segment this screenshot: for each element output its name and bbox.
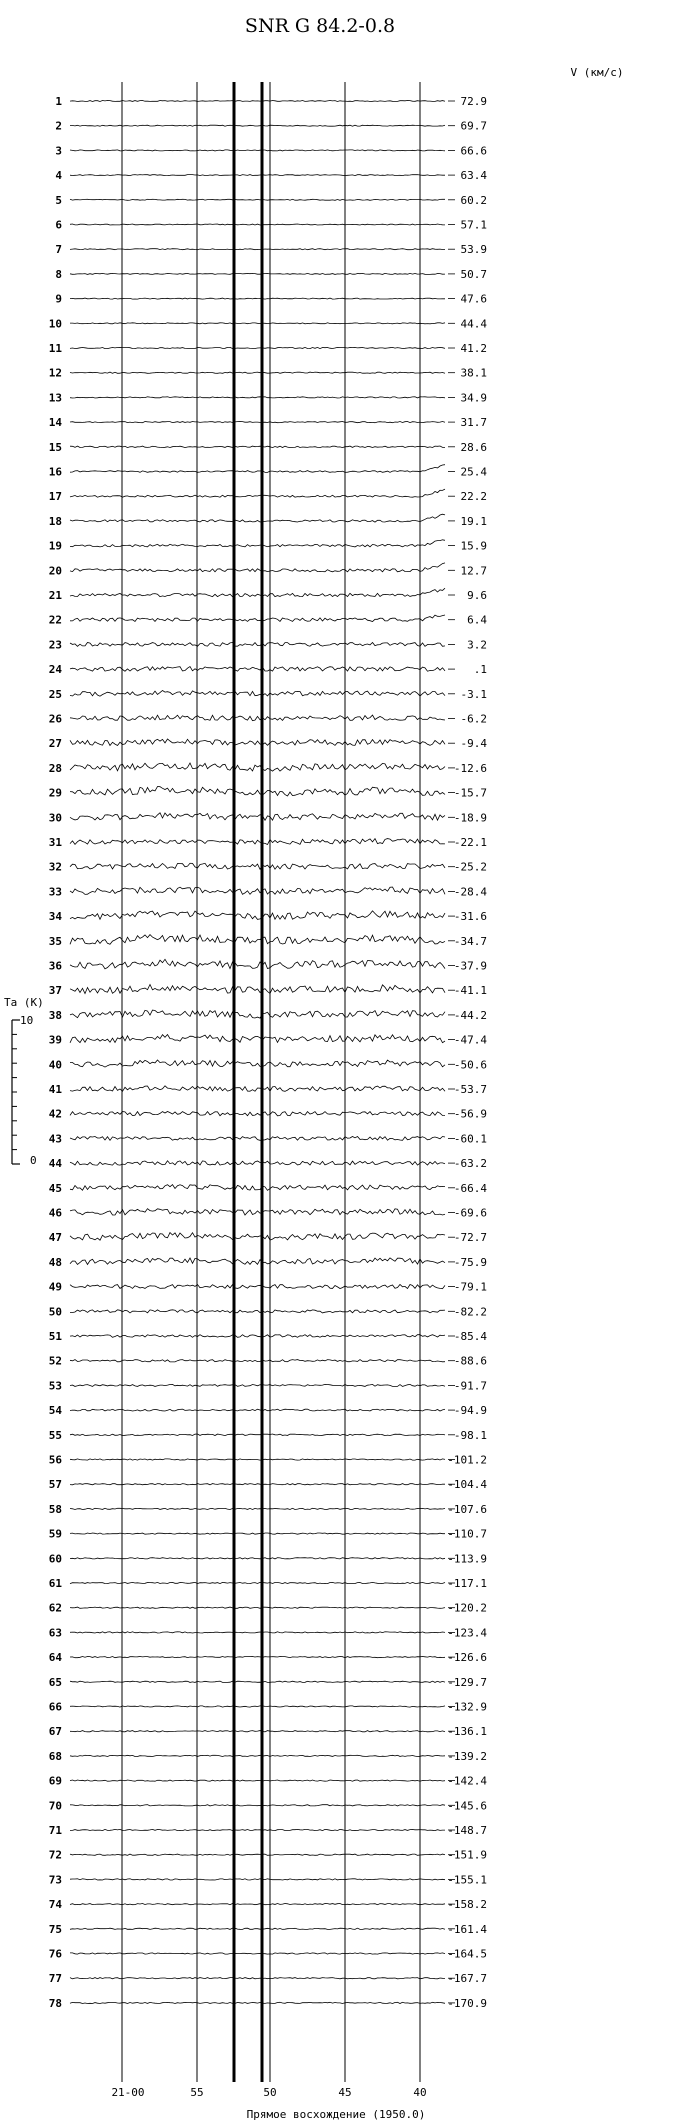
spectrum-trace <box>70 1409 445 1411</box>
spectrum-trace <box>70 298 445 299</box>
spectrum-trace <box>70 1508 445 1509</box>
spectrum-trace <box>70 1233 445 1241</box>
channel-label: 17 <box>48 490 62 504</box>
spectrum-trace <box>70 691 445 697</box>
velocity-label: -79.1 <box>453 1280 487 1294</box>
spectrum-trace <box>70 887 445 894</box>
velocity-label: 22.2 <box>460 490 487 504</box>
channel-label: 47 <box>48 1231 62 1245</box>
velocity-label: -132.9 <box>447 1700 487 1714</box>
channel-label: 60 <box>48 1552 62 1566</box>
channel-label: 34 <box>48 910 62 924</box>
channel-number-labels <box>49 95 63 2010</box>
velocity-label: 28.6 <box>460 440 487 454</box>
spectrum-trace <box>70 643 445 647</box>
spectrum-trace <box>70 1582 445 1583</box>
spectrum-trace <box>70 1632 445 1633</box>
channel-label: 8 <box>55 267 62 281</box>
spectrum-trace <box>70 422 445 423</box>
spectrum-trace <box>70 1978 445 1979</box>
velocity-label: 44.4 <box>460 317 487 331</box>
spectrum-trace <box>70 911 445 920</box>
spectrum-trace <box>70 1928 445 1929</box>
channel-label: 26 <box>48 712 62 726</box>
spectrum-trace <box>70 1879 445 1880</box>
velocity-label: 38.1 <box>460 366 487 380</box>
channel-label: 44 <box>48 1157 62 1171</box>
channel-label: 75 <box>48 1922 62 1936</box>
spectrum-trace <box>70 563 445 572</box>
x-axis-label: Прямое восхождение (1950.0) <box>246 2108 426 2121</box>
channel-label: 52 <box>48 1354 62 1368</box>
channel-label: 24 <box>48 663 62 677</box>
velocity-label: -18.9 <box>453 811 487 825</box>
channel-label: 10 <box>48 317 62 331</box>
velocity-label: -170.9 <box>447 1996 487 2010</box>
spectrum-trace <box>70 1434 445 1436</box>
velocity-label: -3.1 <box>460 687 487 701</box>
channel-label: 18 <box>48 514 62 528</box>
spectrum-trace <box>70 1607 445 1608</box>
spectrum-trace <box>70 1335 445 1338</box>
spectrum-trace <box>70 249 445 250</box>
velocity-label: -91.7 <box>453 1379 487 1393</box>
velocity-label: 60.2 <box>460 193 487 207</box>
velocity-label: -47.4 <box>453 1033 487 1047</box>
channel-label: 12 <box>48 366 62 380</box>
channel-label: 50 <box>48 1305 62 1319</box>
spectrum-trace <box>70 763 445 771</box>
velocity-label: 19.1 <box>460 514 487 528</box>
channel-label: 31 <box>48 836 62 849</box>
channel-label: 37 <box>48 984 62 998</box>
spectrum-trace <box>70 1112 445 1116</box>
velocity-label: -50.6 <box>453 1058 487 1072</box>
velocity-label: -82.2 <box>453 1305 487 1319</box>
channel-label: 65 <box>48 1675 62 1689</box>
velocity-label: 66.6 <box>460 144 487 158</box>
channel-label: 36 <box>48 959 62 973</box>
spectrum-trace <box>70 1755 445 1756</box>
spectrum-trace <box>70 1161 445 1165</box>
spectrum-trace <box>70 1258 445 1265</box>
velocity-label: -53.7 <box>453 1083 487 1096</box>
velocity-label: -139.2 <box>447 1749 487 1763</box>
spectrum-trace <box>70 863 445 869</box>
velocity-label: -104.4 <box>447 1478 487 1492</box>
ta-scale-label: Ta (K) <box>4 996 44 1009</box>
channel-label: 16 <box>48 465 62 479</box>
spectrum-trace <box>70 1681 445 1682</box>
velocity-label: -98.1 <box>453 1428 487 1442</box>
spectrum-trace <box>70 1706 445 1707</box>
velocity-label: 69.7 <box>460 119 487 133</box>
velocity-label: 53.9 <box>460 243 487 257</box>
spectrum-trace <box>70 372 445 373</box>
spectrum-trace <box>70 540 445 547</box>
velocity-label: -107.6 <box>447 1502 487 1516</box>
velocity-labels <box>447 95 487 2010</box>
channel-label: 39 <box>48 1033 62 1047</box>
spectrum-trace <box>70 347 445 348</box>
spectrum-trace <box>70 715 445 721</box>
channel-label: 32 <box>48 860 62 874</box>
channel-label: 28 <box>48 761 62 775</box>
spectrum-trace <box>70 514 445 522</box>
channel-label: 68 <box>48 1749 62 1763</box>
channel-label: 76 <box>48 1947 62 1961</box>
spectrum-trace <box>70 935 445 945</box>
ta-scale-min: 0 <box>30 1154 37 1167</box>
velocity-label: -123.4 <box>447 1626 487 1640</box>
channel-label: 23 <box>48 638 62 652</box>
channel-label: 69 <box>48 1774 62 1788</box>
channel-label: 25 <box>48 687 62 701</box>
channel-label: 41 <box>48 1083 62 1096</box>
channel-label: 3 <box>55 144 62 158</box>
channel-label: 38 <box>48 1008 62 1022</box>
spectrum-trace <box>70 1384 445 1386</box>
channel-label: 15 <box>48 440 62 454</box>
velocity-label: 50.7 <box>460 267 487 281</box>
velocity-label: -155.1 <box>447 1873 487 1887</box>
velocity-label: -9.4 <box>460 737 487 751</box>
velocity-label: -129.7 <box>447 1675 487 1689</box>
velocity-label: -25.2 <box>453 860 487 874</box>
velocity-label: -22.1 <box>453 836 487 849</box>
channel-label: 56 <box>48 1453 62 1467</box>
velocity-label: -126.6 <box>447 1651 487 1665</box>
channel-label: 2 <box>55 119 62 133</box>
spectrum-trace <box>70 1285 445 1289</box>
velocity-label: 63.4 <box>460 169 487 183</box>
channel-label: 71 <box>48 1824 62 1837</box>
spectrum-trace <box>70 1060 445 1067</box>
channel-label: 27 <box>48 737 62 751</box>
spectrum-trace <box>70 1780 445 1781</box>
spectrum-trace <box>70 1310 445 1313</box>
channel-label: 54 <box>48 1404 62 1418</box>
spectrum-trace <box>70 224 445 225</box>
chart-title: SNR G 84.2-0.8 <box>244 15 396 37</box>
velocity-label: -75.9 <box>453 1255 487 1269</box>
spectrum-trace <box>70 1805 445 1806</box>
spectrum-trace <box>70 489 445 497</box>
channel-label: 66 <box>48 1700 62 1714</box>
x-tick-label: 40 <box>413 2086 427 2099</box>
spectrum-trace <box>70 1558 445 1559</box>
velocity-label: -113.9 <box>447 1552 487 1566</box>
channel-label: 42 <box>48 1107 62 1121</box>
channel-label: 73 <box>48 1873 62 1887</box>
velocity-label: 57.1 <box>460 218 487 232</box>
spectrum-trace <box>70 465 445 473</box>
velocity-label: -28.4 <box>453 885 487 899</box>
velocity-label: -44.2 <box>453 1008 487 1022</box>
channel-label: 43 <box>48 1132 62 1146</box>
velocity-label: -12.6 <box>453 761 487 775</box>
velocity-label: -164.5 <box>447 1947 487 1961</box>
spectrum-trace <box>70 839 445 845</box>
channel-label: 62 <box>48 1601 62 1615</box>
x-tick-label: 21-00 <box>111 2086 145 2099</box>
velocity-label: 9.6 <box>467 589 487 602</box>
channel-label: 40 <box>48 1058 62 1072</box>
velocity-label: -37.9 <box>453 959 487 973</box>
spectra-traces <box>70 101 445 2004</box>
channel-label: 29 <box>48 786 62 800</box>
x-tick-labels <box>111 2086 426 2099</box>
spectrum-trace <box>70 1035 445 1043</box>
channel-label: 35 <box>48 934 62 948</box>
spectrum-trace <box>70 1484 445 1485</box>
velocity-label: 34.9 <box>460 391 487 405</box>
spectrum-trace <box>70 199 445 200</box>
spectrum-trace <box>70 446 445 448</box>
ta-scale-max: 10 <box>20 1014 34 1027</box>
spectrum-trace <box>70 1086 445 1092</box>
spectrum-trace <box>70 1657 445 1658</box>
channel-label: 22 <box>48 613 62 627</box>
velocity-label: 41.2 <box>460 342 487 355</box>
velocity-label: -145.6 <box>447 1799 487 1813</box>
channel-label: 61 <box>48 1577 62 1590</box>
velocity-label: .1 <box>473 663 487 677</box>
spectrum-trace <box>70 1854 445 1855</box>
channel-label: 77 <box>48 1972 62 1986</box>
velocity-label: -148.7 <box>447 1824 487 1837</box>
spectrum-trace <box>70 175 445 176</box>
velocity-label: -161.4 <box>447 1922 487 1936</box>
spectrum-trace <box>70 959 445 969</box>
channel-label: 53 <box>48 1379 62 1393</box>
spectrum-trace <box>70 323 445 324</box>
velocity-label: -94.9 <box>453 1404 487 1418</box>
velocity-label: 12.7 <box>460 564 487 578</box>
velocity-label: -117.1 <box>447 1577 487 1590</box>
velocity-label: -15.7 <box>453 786 487 800</box>
x-tick-label: 55 <box>190 2086 204 2099</box>
velocity-label: 3.2 <box>467 638 487 652</box>
channel-label: 58 <box>48 1502 62 1516</box>
velocity-label: -66.4 <box>453 1181 487 1195</box>
channel-label: 55 <box>48 1428 62 1442</box>
spectrum-trace <box>70 1731 445 1732</box>
velocity-label: -41.1 <box>453 984 487 998</box>
spectrum-trace <box>70 1010 445 1018</box>
channel-label: 6 <box>55 218 62 232</box>
velocity-label: -60.1 <box>453 1132 487 1146</box>
ra-grid-lines <box>122 82 420 2082</box>
velocity-label: -88.6 <box>453 1354 487 1368</box>
spectrum-trace <box>70 397 445 398</box>
velocity-label: -101.2 <box>447 1453 487 1467</box>
velocity-label: -142.4 <box>447 1774 487 1788</box>
spectrum-trace <box>70 787 445 797</box>
spectrum-trace <box>70 739 445 746</box>
channel-label: 63 <box>48 1626 62 1640</box>
channel-label: 45 <box>48 1181 62 1195</box>
channel-label: 5 <box>55 193 62 207</box>
x-tick-label: 45 <box>338 2086 352 2099</box>
spectrum-trace <box>70 813 445 821</box>
velocity-label: 47.6 <box>460 292 487 306</box>
channel-label: 48 <box>48 1255 62 1269</box>
channel-label: 20 <box>48 564 62 578</box>
spectrum-trace <box>70 1209 445 1215</box>
spectrum-trace <box>70 1137 445 1141</box>
channel-label: 21 <box>48 589 62 602</box>
spectrum-trace <box>70 1953 445 1954</box>
channel-label: 19 <box>48 539 62 553</box>
channel-label: 74 <box>48 1898 62 1912</box>
velocity-label: 25.4 <box>460 465 487 479</box>
spectrum-trace <box>70 2002 445 2003</box>
channel-label: 64 <box>48 1651 62 1665</box>
velocity-label: -85.4 <box>453 1330 487 1343</box>
spectrum-trace <box>70 150 445 151</box>
channel-label: 51 <box>48 1330 62 1343</box>
spectrum-trace <box>70 273 445 274</box>
spectrum-trace <box>70 1829 445 1830</box>
velocity-label: 6.4 <box>467 613 487 627</box>
velocity-label: 15.9 <box>460 539 487 553</box>
channel-label: 11 <box>48 342 62 355</box>
velocity-label: -56.9 <box>453 1107 487 1121</box>
channel-label: 1 <box>55 95 62 108</box>
channel-label: 7 <box>55 243 62 257</box>
channel-label: 78 <box>48 1996 62 2010</box>
channel-label: 4 <box>55 169 62 183</box>
channel-label: 67 <box>48 1725 62 1739</box>
velocity-header: V (км/с) <box>570 66 624 79</box>
channel-label: 33 <box>48 885 62 899</box>
velocity-label: -6.2 <box>460 712 487 726</box>
channel-label: 70 <box>48 1799 62 1813</box>
velocity-label: -31.6 <box>453 910 487 924</box>
spectrum-trace <box>70 985 445 994</box>
velocity-label: 31.7 <box>460 416 487 430</box>
channel-label: 49 <box>48 1280 62 1294</box>
velocity-label: 72.9 <box>460 95 487 108</box>
ta-scale-bar <box>4 996 44 1167</box>
velocity-label: -63.2 <box>453 1157 487 1171</box>
velocity-label: -34.7 <box>453 934 487 948</box>
spectrum-trace <box>70 615 445 622</box>
velocity-label: -69.6 <box>453 1206 487 1220</box>
channel-label: 59 <box>48 1527 62 1541</box>
spectrum-trace <box>70 1904 445 1905</box>
channel-label: 46 <box>48 1206 62 1220</box>
velocity-label: -158.2 <box>447 1898 487 1912</box>
channel-label: 14 <box>48 416 62 430</box>
spectrum-trace <box>70 1360 445 1362</box>
channel-label: 13 <box>48 391 62 405</box>
channel-label: 9 <box>55 292 62 306</box>
x-tick-label: 50 <box>263 2086 277 2099</box>
spectrum-trace <box>70 1185 445 1191</box>
velocity-label: -167.7 <box>447 1972 487 1986</box>
spectrum-trace <box>70 1533 445 1534</box>
channel-label: 57 <box>48 1478 62 1492</box>
spectrum-trace <box>70 101 445 102</box>
spectrum-trace <box>70 588 445 597</box>
channel-label: 72 <box>48 1848 62 1862</box>
velocity-label: -110.7 <box>447 1527 487 1541</box>
channel-label: 30 <box>48 811 62 825</box>
spectrum-trace <box>70 667 445 672</box>
velocity-label: -136.1 <box>447 1725 487 1739</box>
velocity-label: -151.9 <box>447 1848 487 1862</box>
spectrum-trace <box>70 1459 445 1460</box>
velocity-label: -72.7 <box>453 1231 487 1245</box>
spectrum-trace <box>70 125 445 126</box>
velocity-label: -120.2 <box>447 1601 487 1615</box>
